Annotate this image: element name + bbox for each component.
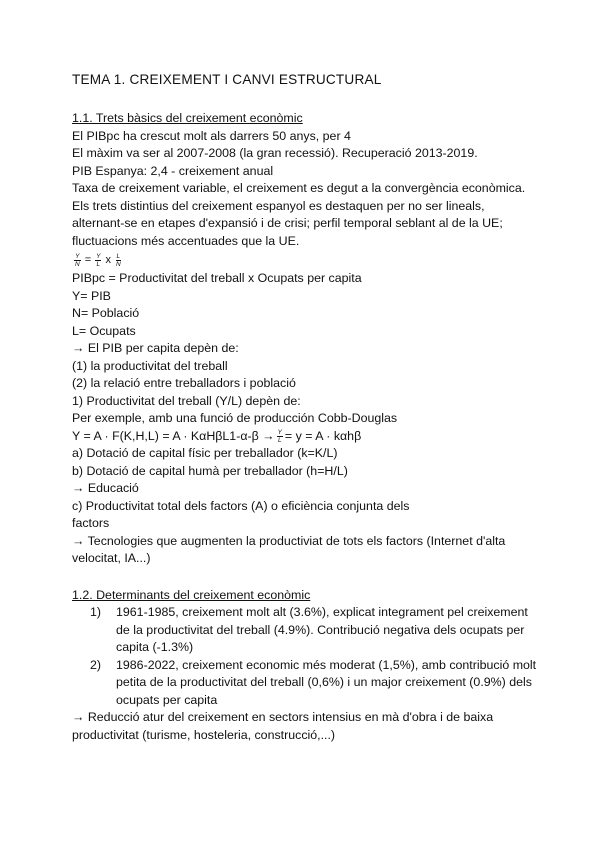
fraction xyxy=(277,429,283,444)
text-line: 1) Productivitat del treball (Y/L) depèn de: xyxy=(72,393,301,408)
list-item xyxy=(82,604,542,657)
cobb-douglas-formula xyxy=(72,428,542,446)
numerator: Y xyxy=(96,252,101,260)
text-line: Els trets distintius del creixement espanyol es destaquen per no ser lineals, xyxy=(72,198,485,213)
denominator: N xyxy=(75,260,80,268)
document-content xyxy=(72,71,542,744)
text-line: N= Població xyxy=(72,306,140,320)
text-line: a) Dotació de capital físic per treballador (k=K/L) xyxy=(72,446,338,460)
numbered-list xyxy=(72,604,542,709)
text-line: PIB Espanya: 2,4 - creixement anual xyxy=(72,163,274,178)
text-line: Taxa de creixement variable, el creixement es degut a la convergència econòmica. xyxy=(72,181,526,195)
text-line: c) Productivitat total dels factors (A) o eficiència conjunta dels xyxy=(72,498,410,513)
numerator: Y xyxy=(277,428,282,436)
times-sign: x xyxy=(105,254,111,266)
page-title: TEMA 1. CREIXEMENT I CANVI ESTRUCTURAL xyxy=(72,72,382,87)
text-line: factors xyxy=(72,516,110,530)
pibpc-formula xyxy=(72,250,542,270)
equals-sign: = xyxy=(84,254,92,266)
text-line: fluctuacions més accentuades que la UE. xyxy=(72,233,300,248)
numerator: L xyxy=(116,252,121,260)
text-line: → Reducció atur del creixement en sectors intensius en mà d'obra i de baixa xyxy=(72,710,494,724)
text-line: b) Dotació de capital humà per treballador (h=H/L) xyxy=(72,463,348,478)
text-line: El màxim va ser al 2007-2008 (la gran recessió). Recuperació 2013-2019. xyxy=(72,146,478,160)
text-line: El PIBpc ha crescut molt als darrers 50 anys, per 4 xyxy=(72,128,351,143)
fraction xyxy=(115,253,122,268)
denominator: N xyxy=(115,260,121,268)
text-line: productivitat (turisme, hosteleria, construcció,...) xyxy=(72,727,336,742)
text-line: → Tecnologies que augmenten la productiviat de tots els factors (Internet d'alta xyxy=(72,533,506,548)
text-line: → Educació xyxy=(72,481,139,495)
list-line: petita de la productivitat del treball (0,6%) i un major creixement (0.9%) dels xyxy=(116,675,532,689)
fraction xyxy=(95,253,101,268)
list-line: 1961-1985, creixement molt alt (3.6%), explicat integrament pel creixement xyxy=(116,605,528,619)
denominator: L xyxy=(96,260,101,268)
section-heading-2: 1.2. Determinants del creixement econòmic xyxy=(72,587,311,602)
text-line: velocitat, IA...) xyxy=(72,551,151,565)
list-number: 1) xyxy=(90,605,102,619)
text-line: Per exemple, amb una funció de producción Cobb-Douglas xyxy=(72,411,398,425)
fraction xyxy=(74,253,81,268)
formula-left: Y = A · F(K,H,L) = A · KαHβL1-α-β → xyxy=(72,428,275,443)
list-line: de la productivitat del treball (4.9%). Contribució negativa dels ocupats per xyxy=(116,622,525,637)
section-heading-1: 1.1. Trets bàsics del creixement econòmic xyxy=(72,111,303,125)
text-line: Y= PIB xyxy=(72,288,111,303)
list-item xyxy=(82,657,542,710)
text-line: PIBpc = Productivitat del treball x Ocupats per capita xyxy=(72,271,362,285)
text-line: (1) la productivitat del treball xyxy=(72,358,228,373)
list-line: ocupats per capita xyxy=(116,692,218,707)
text-line: alternant-se en etapes d'expansió i de crisi; perfil temporal seblant al de la UE; xyxy=(72,216,503,230)
section-gap xyxy=(72,568,542,587)
denominator: L xyxy=(277,436,282,444)
text-line: → El PIB per capita depèn de: xyxy=(72,341,239,355)
numerator: Y xyxy=(75,252,80,260)
list-line: 1986-2022, creixement economic més moderat (1,5%), amb contribució molt xyxy=(116,657,537,672)
list-line: capita (-1.3%) xyxy=(116,640,194,654)
list-number: 2) xyxy=(90,657,102,672)
formula-right: = y = A · kαhβ xyxy=(284,428,362,443)
text-line: L= Ocupats xyxy=(72,323,136,338)
text-line: (2) la relació entre treballadors i població xyxy=(72,376,296,390)
